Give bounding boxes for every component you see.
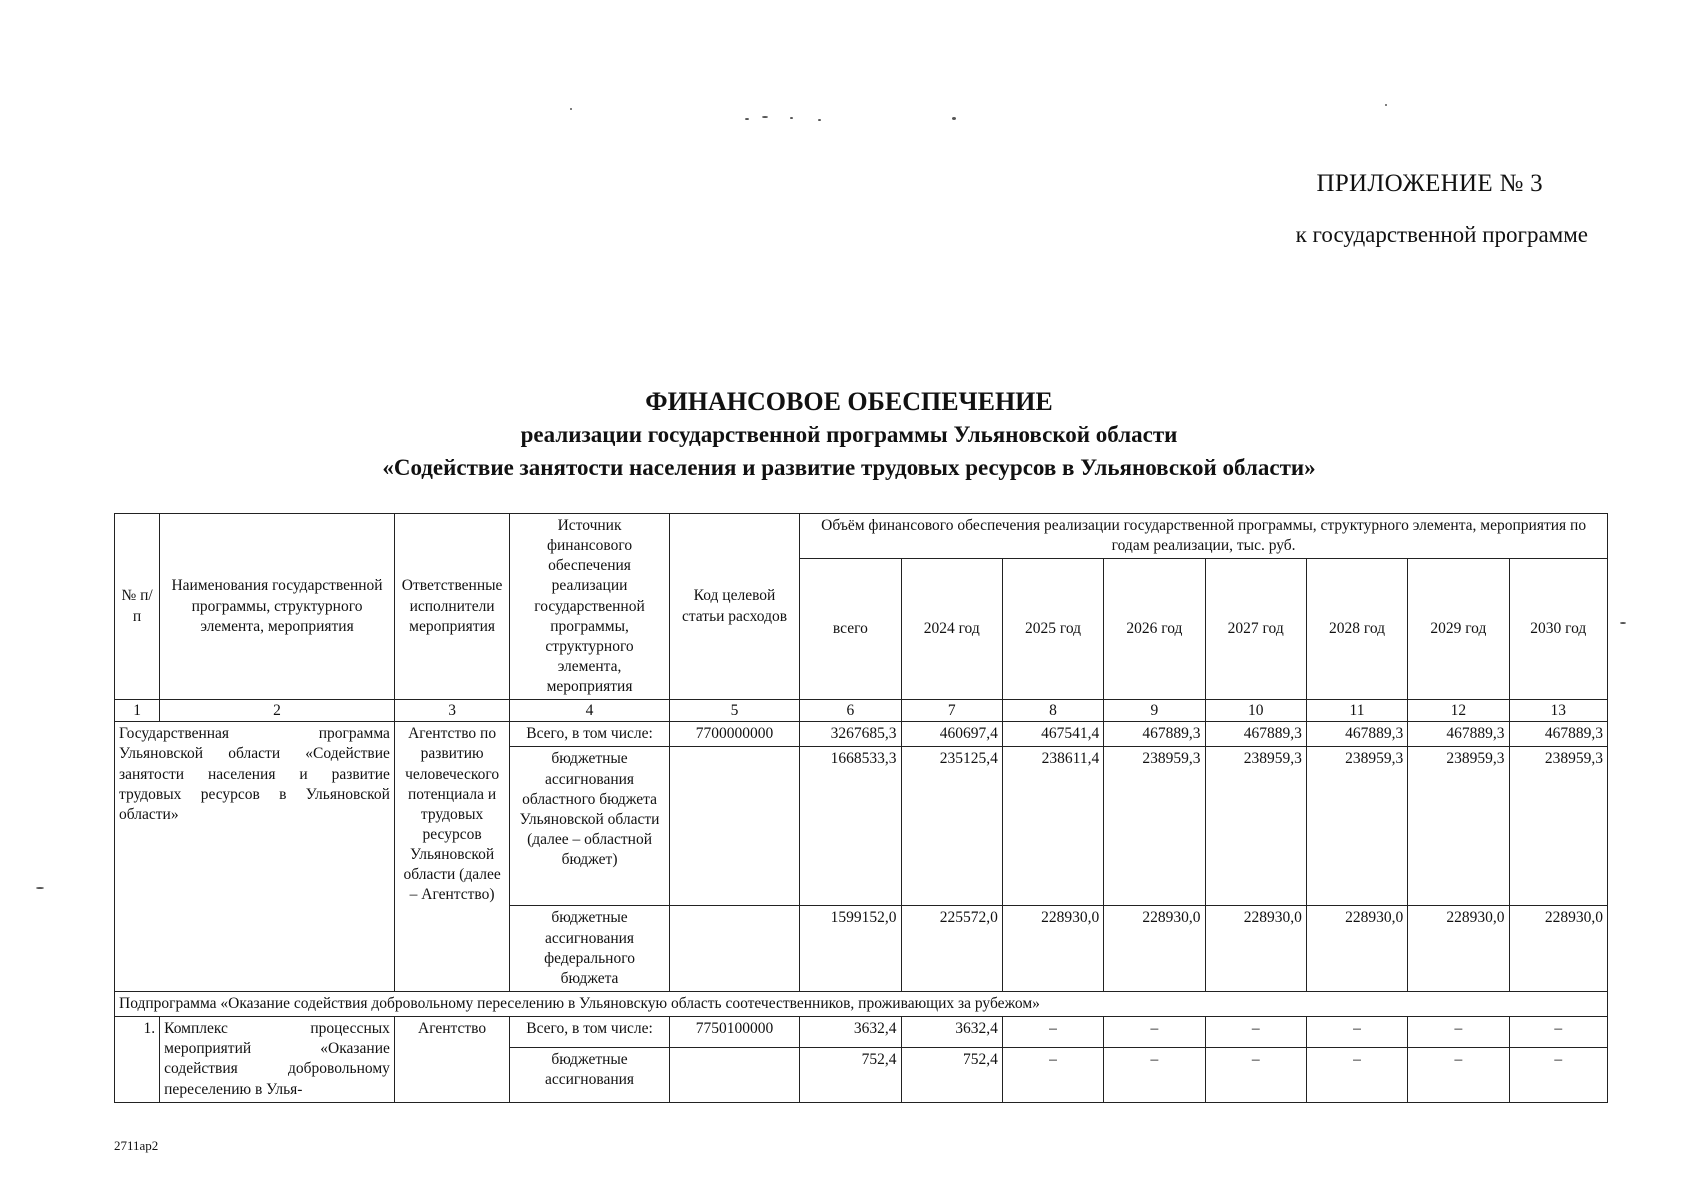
value-cell: 460697,4 <box>901 722 1002 747</box>
value-cell: 238959,3 <box>1509 747 1607 906</box>
value-cell: 752,4 <box>800 1047 901 1102</box>
source-cell: Всего, в том числе: <box>510 722 670 747</box>
value-cell: 228930,0 <box>1306 906 1407 992</box>
value-cell: – <box>1408 1017 1509 1048</box>
source-cell: бюджетные ассигнования <box>510 1047 670 1102</box>
title-line-1: ФИНАНСОВОЕ ОБЕСПЕЧЕНИЕ <box>645 387 1053 416</box>
header-year: 2028 год <box>1306 559 1407 700</box>
value-cell: 228930,0 <box>1104 906 1205 992</box>
value-cell: 3632,4 <box>800 1017 901 1048</box>
column-number: 13 <box>1509 700 1607 722</box>
column-number: 8 <box>1002 700 1103 722</box>
header-year: 2027 год <box>1205 559 1306 700</box>
header-code: Код целевой статьи расходов <box>669 514 799 700</box>
title-line-3: «Содействие занятости населения и развитие трудовых ресурсов в Ульяновской области» <box>382 455 1316 480</box>
value-cell: 467889,3 <box>1205 722 1306 747</box>
item-executor: Агентство <box>394 1017 509 1103</box>
subprogram-row <box>115 992 1608 1017</box>
appendix-subtitle: к государственной программе <box>1295 222 1588 247</box>
value-cell: – <box>1306 1047 1407 1102</box>
item-row-total <box>115 1017 1608 1048</box>
value-cell: – <box>1408 1047 1509 1102</box>
program-row-total <box>115 722 1608 747</box>
value-cell: – <box>1509 1017 1607 1048</box>
header-year: 2024 год <box>901 559 1002 700</box>
header-name: Наименования государственной программы, структурного элемента, мероприятия <box>160 514 395 700</box>
value-cell: 467889,3 <box>1408 722 1509 747</box>
column-number: 3 <box>394 700 509 722</box>
item-number: 1. <box>115 1017 160 1103</box>
column-number: 7 <box>901 700 1002 722</box>
value-cell: – <box>1509 1047 1607 1102</box>
header-volume: Объём финансового обеспечения реализации государственной программы, структурного элемента, мероприятия по годам реализации, тыс. руб. <box>800 514 1608 559</box>
column-number: 11 <box>1306 700 1407 722</box>
value-cell: 228930,0 <box>1408 906 1509 992</box>
code-cell <box>669 1047 799 1102</box>
code-cell <box>669 906 799 992</box>
subprogram-title: Подпрограмма «Оказание содействия добровольному переселению в Ульяновскую область соотечественников, проживающих за рубежом» <box>115 992 1608 1017</box>
column-number: 9 <box>1104 700 1205 722</box>
header-row-1 <box>115 514 1608 559</box>
column-number: 2 <box>160 700 395 722</box>
column-number: 1 <box>115 700 160 722</box>
header-year: 2029 год <box>1408 559 1509 700</box>
value-cell: – <box>1306 1017 1407 1048</box>
value-cell: – <box>1205 1047 1306 1102</box>
header-executor: Ответственные исполнители мероприятия <box>394 514 509 700</box>
appendix-label: ПРИЛОЖЕНИЕ № 3 <box>1316 170 1543 197</box>
code-cell <box>669 747 799 906</box>
value-cell: – <box>1205 1017 1306 1048</box>
column-number: 5 <box>669 700 799 722</box>
financing-table <box>114 513 1608 1103</box>
value-cell: 467889,3 <box>1509 722 1607 747</box>
value-cell: 467889,3 <box>1306 722 1407 747</box>
column-number: 6 <box>800 700 901 722</box>
column-number-row <box>115 700 1608 722</box>
value-cell: – <box>1002 1047 1103 1102</box>
value-cell: 467541,4 <box>1002 722 1103 747</box>
value-cell: – <box>1104 1017 1205 1048</box>
value-cell: 228930,0 <box>1205 906 1306 992</box>
value-cell: 1668533,3 <box>800 747 901 906</box>
header-total: всего <box>800 559 901 700</box>
value-cell: 225572,0 <box>901 906 1002 992</box>
document-code: 2711ap2 <box>114 1138 159 1153</box>
value-cell: 3267685,3 <box>800 722 901 747</box>
value-cell: 228930,0 <box>1509 906 1607 992</box>
program-code: 7700000000 <box>669 722 799 747</box>
header-num: № п/п <box>115 514 160 700</box>
column-number: 4 <box>510 700 670 722</box>
header-year: 2030 год <box>1509 559 1607 700</box>
value-cell: 238959,3 <box>1306 747 1407 906</box>
program-name: Государственная программа Ульяновской области «Содействие занятости населения и развитие трудовых ресурсов в Ульяновской области» <box>115 722 395 992</box>
item-name: Комплекс процессных мероприятий «Оказание содействия добровольному переселению в Улья- <box>160 1017 395 1103</box>
item-code: 7750100000 <box>669 1017 799 1048</box>
source-cell: бюджетные ассигнования областного бюджета Ульяновской области (далее – областной бюджет) <box>510 747 670 906</box>
value-cell: 752,4 <box>901 1047 1002 1102</box>
value-cell: – <box>1002 1017 1103 1048</box>
value-cell: 3632,4 <box>901 1017 1002 1048</box>
title-line-2: реализации государственной программы Ульяновской области <box>520 422 1178 447</box>
column-number: 12 <box>1408 700 1509 722</box>
value-cell: 467889,3 <box>1104 722 1205 747</box>
value-cell: 238959,3 <box>1104 747 1205 906</box>
column-number: 10 <box>1205 700 1306 722</box>
document-title <box>0 386 1698 484</box>
value-cell: 1599152,0 <box>800 906 901 992</box>
value-cell: 235125,4 <box>901 747 1002 906</box>
source-cell: Всего, в том числе: <box>510 1017 670 1048</box>
header-source: Источник финансового обеспечения реализации государственной программы, структурного элемента, мероприятия <box>510 514 670 700</box>
header-year: 2026 год <box>1104 559 1205 700</box>
value-cell: 238959,3 <box>1205 747 1306 906</box>
source-cell: бюджетные ассигнования федерального бюджета <box>510 906 670 992</box>
program-executor: Агентство по развитию человеческого потенциала и трудовых ресурсов Ульяновской области (далее – Агентство) <box>394 722 509 992</box>
value-cell: 238959,3 <box>1408 747 1509 906</box>
header-year: 2025 год <box>1002 559 1103 700</box>
value-cell: – <box>1104 1047 1205 1102</box>
value-cell: 238611,4 <box>1002 747 1103 906</box>
value-cell: 228930,0 <box>1002 906 1103 992</box>
